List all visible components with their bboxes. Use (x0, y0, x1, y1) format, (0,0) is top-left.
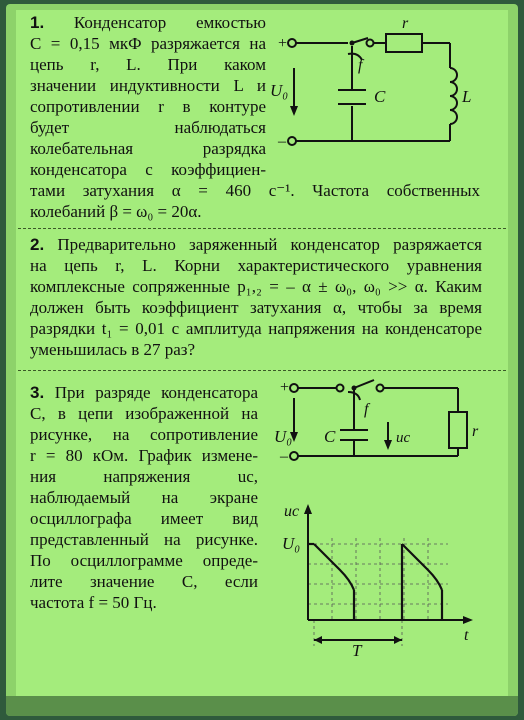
problem-1-line (30, 117, 266, 138)
problem-1-line-6: колебательная разрядка (30, 139, 266, 158)
problem-3-line (30, 529, 258, 550)
problem-3-line (30, 445, 258, 466)
problem-3-line-6: осциллографа имеет вид (30, 509, 258, 528)
f-label: f (358, 57, 363, 74)
minus-label: – (278, 133, 286, 150)
problem-3-line-5: наблюдаемый на экране (30, 488, 258, 507)
problem-1-line-0: Конденсатор емкостью (73, 13, 266, 32)
l-label: L (462, 87, 472, 106)
period-arrow-left (314, 636, 322, 644)
problem-3-text (30, 382, 258, 613)
uc-axis-label: uc (284, 503, 300, 520)
problem-3-number: 3. (30, 383, 45, 402)
c-label: C (374, 87, 386, 106)
r-label: r (402, 15, 409, 32)
problem-1-line (30, 180, 480, 201)
problem-2-line-5: уменьшилась в 27 раз? (30, 340, 196, 359)
problem-3-line-10: частота f = 50 Гц. (30, 593, 157, 612)
u0-arrowhead (290, 106, 298, 116)
problem-3-line (30, 382, 258, 403)
problem-3-oscillogram (278, 500, 478, 660)
problem-3-circuit (268, 370, 490, 490)
c-label: C (324, 427, 336, 446)
problem-3-line-2: рисунке, на сопротивление (30, 425, 258, 444)
u0-axis-label: U₀ (282, 534, 301, 553)
problem-1-line (30, 201, 480, 222)
problem-3-line-9: лите значение C, если (30, 572, 258, 591)
terminal (290, 384, 298, 392)
resistor-r (386, 34, 422, 52)
problem-2-line (30, 297, 482, 318)
problem-1-line-2: цепь r, L. При каком (30, 55, 266, 74)
problem-2-line (30, 276, 482, 297)
problem-2-line-3: должен быть коэффициент затухания α, чтобы за время (30, 298, 482, 317)
problem-1-text (30, 12, 266, 180)
problem-3-line-0: При разряде конденсатора (54, 383, 259, 402)
problem-1-line (30, 159, 266, 180)
problem-2-line-2: комплексные сопряженные p₁,₂ = – α ± ω₀, ω₀ >> α. Каким (30, 277, 482, 296)
t-axis-label: t (464, 627, 469, 644)
problem-3-line (30, 508, 258, 529)
problem-1-line (30, 33, 266, 54)
terminal (290, 452, 298, 460)
problem-1-number: 1. (30, 13, 45, 32)
problem-2-line-0: Предварительно заряженный конденсатор разряжается (57, 235, 482, 254)
terminal (288, 137, 296, 145)
problem-3-line (30, 487, 258, 508)
problem-1-line-3: значении индуктивности L и (30, 76, 266, 95)
problem-1-line-8: тами затухания α = 460 с⁻¹. Частота собственных (30, 181, 480, 200)
problem-2-line (30, 339, 482, 360)
problem-3-line (30, 592, 258, 613)
plus-label: + (280, 379, 290, 396)
period-arrow-right (394, 636, 402, 644)
decay-curve-1 (314, 544, 354, 590)
problem-2-line (30, 234, 482, 255)
uc-arrowhead (384, 440, 392, 450)
node-dot (350, 41, 355, 46)
problem-2-line (30, 318, 482, 339)
node-dot (352, 386, 357, 391)
switch-contact (377, 385, 384, 392)
problem-1-line-1: C = 0,15 мкФ разряжается на (30, 34, 266, 53)
problem-3-line-1: C, в цепи изображенной на (30, 404, 258, 423)
problem-1-line (30, 96, 266, 117)
problem-1-line-9: колебаний β = ω₀ = 20α. (30, 202, 202, 221)
grid (308, 538, 448, 646)
r-label: r (472, 423, 479, 440)
switch-lever (354, 380, 374, 388)
problem-1-text-wide (30, 180, 480, 222)
problem-1-line-5: будет наблюдаться (30, 118, 266, 137)
problem-3-line (30, 466, 258, 487)
u0-label: U₀ (274, 427, 293, 446)
y-arrowhead (304, 504, 312, 514)
resistor-r (449, 412, 467, 448)
problem-1-line (30, 138, 266, 159)
problem-1-line (30, 75, 266, 96)
problem-1-circuit (270, 10, 480, 160)
switch-contact (367, 40, 374, 47)
minus-label: – (280, 448, 288, 465)
terminal (288, 39, 296, 47)
u0-label: U₀ (270, 81, 289, 100)
problem-2-text (30, 234, 482, 360)
problem-3-line-7: представленный на рисунке. (30, 530, 258, 549)
f-label: f (364, 401, 369, 418)
problem-1-line (30, 54, 266, 75)
problem-3-line (30, 403, 258, 424)
separator (18, 228, 506, 229)
problem-3-line-4: ния напряжения uс, (30, 467, 258, 486)
problem-3-line (30, 424, 258, 445)
decay-curve-2 (402, 544, 442, 590)
waveform (308, 544, 442, 620)
switch-contact (337, 385, 344, 392)
problem-2-number: 2. (30, 235, 45, 254)
problem-1-line-7: конденсатора с коэффициен- (30, 160, 266, 179)
inductor-coil (450, 68, 457, 124)
period-label: T (352, 641, 362, 660)
problem-3-line-8: По осциллограмме опреде- (30, 551, 258, 570)
card-edge (6, 696, 518, 716)
x-arrowhead (463, 616, 473, 624)
problem-2-line (30, 255, 482, 276)
problem-2-line-4: разрядки t₁ = 0,01 с амплитуда напряжения на конденсаторе (30, 319, 482, 338)
problem-3-line-3: r = 80 кОм. График измене- (30, 446, 258, 465)
problem-1-line (30, 12, 266, 33)
problem-1-line-4: сопротивлении r в контуре (30, 97, 266, 116)
uc-label: uc (396, 430, 411, 446)
plus-label: + (278, 35, 288, 52)
problem-3-line (30, 571, 258, 592)
problem-2-line-1: на цепь r, L. Корни характеристического уравнения (30, 256, 482, 275)
problem-3-line (30, 550, 258, 571)
